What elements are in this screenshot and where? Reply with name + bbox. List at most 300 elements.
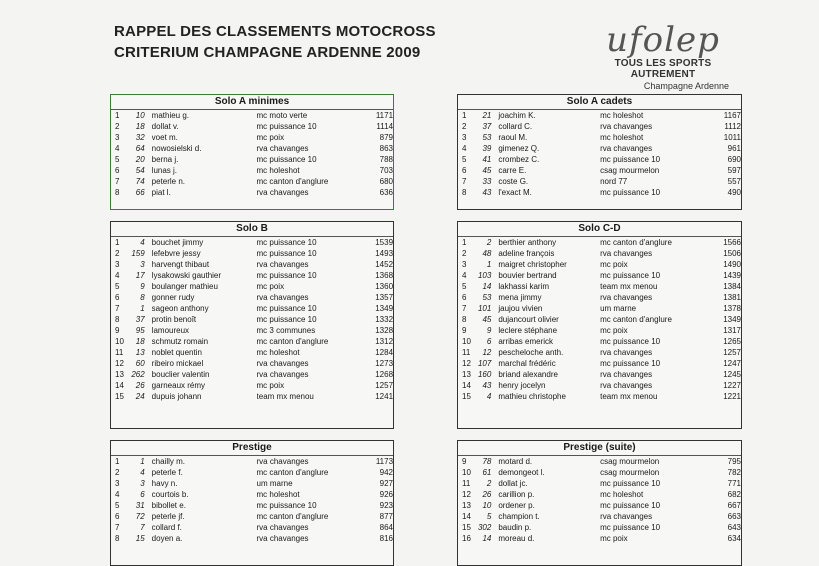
- rider-name-cell: bibollet e.: [151, 501, 186, 510]
- table-row: [111, 358, 393, 369]
- points-cell: 634: [727, 534, 741, 543]
- club-cell: csag mourmelon: [600, 166, 660, 175]
- club-cell: mc moto verte: [256, 111, 308, 120]
- rider-name-cell: sageon anthony: [151, 304, 209, 313]
- club-cell: mc canton d'anglure: [256, 337, 329, 346]
- club-cell: rva chavanges: [256, 144, 309, 153]
- rider-name-cell: doyen a.: [151, 534, 183, 543]
- bib-number-cell: 39: [482, 144, 492, 153]
- club-cell: mc puissance 10: [600, 479, 661, 488]
- points-cell: 877: [379, 512, 394, 521]
- table-row: [111, 154, 393, 165]
- club-cell: mc poix: [600, 326, 628, 335]
- club-cell: mc holeshot: [600, 490, 644, 499]
- rider-name-cell: baudin p.: [498, 523, 532, 532]
- rank-cell: 4: [115, 490, 120, 499]
- points-cell: 597: [727, 166, 741, 175]
- rider-name-cell: schmutz romain: [151, 337, 209, 346]
- table-solo-a-cadets: [457, 94, 742, 210]
- rank-cell: 9: [462, 457, 467, 466]
- bib-number-cell: 159: [131, 249, 145, 258]
- page-title-line1: RAPPEL DES CLASSEMENTS MOTOCROSS: [114, 23, 436, 40]
- rank-cell: 6: [462, 293, 467, 302]
- bib-number-cell: 64: [135, 144, 145, 153]
- rider-name-cell: briand alexandre: [498, 370, 558, 379]
- points-cell: 1349: [375, 304, 394, 313]
- points-cell: 1332: [375, 315, 394, 324]
- rider-name-cell: l'exact M.: [498, 188, 532, 197]
- table-row: [111, 237, 393, 248]
- rider-name-cell: champion t.: [498, 512, 540, 521]
- rider-name-cell: carillion p.: [498, 490, 535, 499]
- rank-cell: 2: [462, 249, 467, 258]
- bib-number-cell: 66: [135, 188, 145, 197]
- rider-name-cell: voet m.: [151, 133, 178, 142]
- bib-number-cell: 31: [135, 501, 145, 510]
- table-row: [458, 270, 741, 281]
- table-row: [458, 187, 741, 198]
- rider-name-cell: henry jocelyn: [498, 381, 546, 390]
- points-cell: 923: [379, 501, 394, 510]
- rank-cell: 8: [462, 188, 467, 197]
- points-cell: 926: [379, 490, 394, 499]
- table-row: [111, 110, 393, 121]
- points-cell: 1493: [375, 249, 394, 258]
- rider-name-cell: dollat v.: [151, 122, 179, 131]
- club-cell: mc puissance 10: [256, 271, 317, 280]
- rank-cell: 1: [462, 238, 467, 247]
- points-cell: 1357: [375, 293, 394, 302]
- club-cell: mc puissance 10: [600, 337, 661, 346]
- ufolep-logo: [583, 20, 743, 91]
- rank-cell: 1: [115, 238, 120, 247]
- points-cell: 816: [379, 534, 394, 543]
- bib-number-cell: 37: [482, 122, 492, 131]
- rider-name-cell: harvengt thibaut: [151, 260, 210, 269]
- rider-name-cell: lakhassi karim: [498, 282, 550, 291]
- club-cell: mc poix: [600, 260, 628, 269]
- bib-number-cell: 9: [140, 282, 145, 291]
- bib-number-cell: 160: [477, 370, 492, 379]
- table-row: [111, 380, 393, 391]
- rider-name-cell: lamoureux: [151, 326, 190, 335]
- bib-number-cell: 60: [135, 359, 145, 368]
- rank-cell: 11: [462, 348, 471, 357]
- rank-cell: 6: [115, 166, 120, 175]
- bib-number-cell: 20: [135, 155, 145, 164]
- table-row: [111, 489, 393, 500]
- points-cell: 1173: [375, 457, 394, 466]
- club-cell: um marne: [256, 479, 293, 488]
- club-cell: mc 3 communes: [256, 326, 316, 335]
- table-solo-c-d: [457, 221, 742, 429]
- table-row: [111, 248, 393, 259]
- rank-cell: 8: [115, 315, 120, 324]
- points-cell: 879: [379, 133, 394, 142]
- points-cell: 1247: [723, 359, 741, 368]
- club-cell: csag mourmelon: [600, 457, 660, 466]
- points-cell: 1452: [375, 260, 394, 269]
- points-cell: 863: [379, 144, 394, 153]
- club-cell: rva chavanges: [600, 348, 653, 357]
- table-row: [111, 292, 393, 303]
- club-cell: rva chavanges: [256, 370, 309, 379]
- rider-name-cell: mathieu g.: [151, 111, 190, 120]
- points-cell: 1368: [375, 271, 394, 280]
- points-cell: 680: [379, 177, 394, 186]
- rank-cell: 9: [462, 326, 467, 335]
- bib-number-cell: 103: [477, 271, 492, 280]
- rank-cell: 1: [115, 457, 120, 466]
- bib-number-cell: 61: [482, 468, 492, 477]
- club-cell: csag mourmelon: [600, 468, 660, 477]
- rider-name-cell: crombez C.: [498, 155, 540, 164]
- table-row: [458, 467, 741, 478]
- rank-cell: 7: [115, 177, 120, 186]
- rider-name-cell: peterle n.: [151, 177, 186, 186]
- club-cell: nord 77: [600, 177, 628, 186]
- table-row: [111, 456, 393, 467]
- bib-number-cell: 6: [486, 337, 492, 346]
- rank-cell: 11: [115, 348, 124, 357]
- rider-name-cell: mena jimmy: [498, 293, 542, 302]
- points-cell: 1245: [723, 370, 741, 379]
- table-row: [111, 165, 393, 176]
- rider-name-cell: collard f.: [151, 523, 182, 532]
- club-cell: team mx menou: [600, 282, 658, 291]
- rank-cell: 4: [115, 144, 120, 153]
- bib-number-cell: 45: [482, 166, 492, 175]
- bib-number-cell: 74: [135, 177, 145, 186]
- points-cell: 771: [727, 479, 741, 488]
- logo-region: Champagne Ardenne: [643, 81, 729, 91]
- bib-number-cell: 101: [477, 304, 492, 313]
- table-row: [111, 511, 393, 522]
- bib-number-cell: 1: [140, 457, 145, 466]
- club-cell: mc holeshot: [256, 166, 300, 175]
- bib-number-cell: 15: [135, 534, 145, 543]
- bib-number-cell: 17: [135, 271, 145, 280]
- table-row: [458, 478, 741, 489]
- bib-number-cell: 45: [482, 315, 492, 324]
- table-prestige-suite: [457, 440, 742, 566]
- club-cell: mc puissance 10: [256, 249, 317, 258]
- rank-cell: 3: [115, 260, 120, 269]
- points-cell: 1171: [375, 111, 394, 120]
- bib-number-cell: 7: [140, 523, 145, 532]
- rank-cell: 14: [462, 381, 471, 390]
- rider-name-cell: courtois b.: [151, 490, 189, 499]
- rank-cell: 3: [115, 133, 120, 142]
- bib-number-cell: 4: [486, 392, 492, 401]
- points-cell: 636: [379, 188, 394, 197]
- rider-name-cell: ribeiro mickael: [151, 359, 204, 368]
- bib-number-cell: 14: [482, 282, 492, 291]
- rider-name-cell: havy n.: [151, 479, 178, 488]
- bib-number-cell: 43: [482, 381, 492, 390]
- rider-name-cell: gonner rudy: [151, 293, 195, 302]
- rider-name-cell: moreau d.: [498, 534, 535, 543]
- table-prestige: [110, 440, 394, 566]
- rank-cell: 1: [115, 111, 120, 120]
- rank-cell: 13: [462, 370, 471, 379]
- table-row: [458, 176, 741, 187]
- rank-cell: 4: [115, 271, 120, 280]
- club-cell: mc poix: [256, 133, 285, 142]
- club-cell: rva chavanges: [600, 122, 653, 131]
- table-title: Solo A cadets: [458, 95, 741, 110]
- bib-number-cell: 33: [482, 177, 492, 186]
- club-cell: mc holeshot: [600, 133, 644, 142]
- club-cell: rva chavanges: [600, 512, 653, 521]
- points-cell: 1257: [375, 381, 394, 390]
- bib-number-cell: 26: [135, 381, 145, 390]
- club-cell: rva chavanges: [256, 293, 309, 302]
- table-row: [458, 369, 741, 380]
- table-row: [458, 303, 741, 314]
- rider-name-cell: arribas emerick: [498, 337, 554, 346]
- club-cell: mc puissance 10: [256, 501, 317, 510]
- rank-cell: 8: [115, 534, 120, 543]
- table-row: [458, 456, 741, 467]
- rider-name-cell: berthier anthony: [498, 238, 557, 247]
- rank-cell: 9: [115, 326, 120, 335]
- table-title: Prestige: [111, 441, 393, 456]
- club-cell: team mx menou: [256, 392, 314, 401]
- bib-number-cell: 41: [482, 155, 492, 164]
- table-row: [111, 270, 393, 281]
- points-cell: 690: [727, 155, 741, 164]
- bib-number-cell: 1: [140, 304, 145, 313]
- table-row: [458, 237, 741, 248]
- table-row: [458, 522, 741, 533]
- rank-cell: 7: [115, 523, 120, 532]
- rank-cell: 12: [462, 490, 471, 499]
- points-cell: 961: [727, 144, 741, 153]
- rider-name-cell: dollat jc.: [498, 479, 528, 488]
- bib-number-cell: 13: [135, 348, 145, 357]
- table-row: [458, 358, 741, 369]
- rank-cell: 3: [462, 260, 467, 269]
- rank-cell: 5: [115, 501, 120, 510]
- rider-name-cell: berna j.: [151, 155, 179, 164]
- rank-cell: 7: [462, 177, 467, 186]
- points-cell: 1114: [376, 122, 394, 131]
- table-row: [111, 522, 393, 533]
- rank-cell: 3: [115, 479, 120, 488]
- rider-name-cell: bouchet jimmy: [151, 238, 204, 247]
- bib-number-cell: 95: [135, 326, 145, 335]
- club-cell: um marne: [600, 304, 637, 313]
- table-row: [111, 303, 393, 314]
- bib-number-cell: 2: [486, 479, 492, 488]
- rank-cell: 2: [115, 249, 120, 258]
- points-cell: 663: [727, 512, 741, 521]
- club-cell: mc puissance 10: [256, 238, 317, 247]
- points-cell: 1328: [375, 326, 394, 335]
- rider-name-cell: leclere stéphane: [498, 326, 558, 335]
- bib-number-cell: 48: [482, 249, 492, 258]
- club-cell: rva chavanges: [600, 293, 653, 302]
- points-cell: 1312: [375, 337, 394, 346]
- bib-number-cell: 18: [135, 122, 145, 131]
- table-row: [458, 143, 741, 154]
- rank-cell: 16: [462, 534, 471, 543]
- points-cell: 795: [727, 457, 741, 466]
- table-row: [111, 467, 393, 478]
- bib-number-cell: 78: [482, 457, 492, 466]
- rider-name-cell: noblet quentin: [151, 348, 202, 357]
- points-cell: 1378: [723, 304, 741, 313]
- table-title: Solo B: [111, 222, 393, 237]
- rank-cell: 2: [115, 468, 120, 477]
- club-cell: mc poix: [256, 381, 285, 390]
- rank-cell: 6: [115, 512, 120, 521]
- rider-name-cell: lunas j.: [151, 166, 178, 175]
- club-cell: mc poix: [600, 534, 628, 543]
- rank-cell: 13: [115, 370, 124, 379]
- table-row: [111, 478, 393, 489]
- rider-name-cell: chailly m.: [151, 457, 186, 466]
- table-row: [458, 325, 741, 336]
- table-row: [458, 489, 741, 500]
- club-cell: mc poix: [256, 282, 285, 291]
- rank-cell: 13: [462, 501, 471, 510]
- rider-name-cell: peterle f.: [151, 468, 183, 477]
- points-cell: 1257: [723, 348, 741, 357]
- table-row: [111, 176, 393, 187]
- rank-cell: 6: [115, 293, 120, 302]
- bib-number-cell: 10: [482, 501, 492, 510]
- bib-number-cell: 43: [482, 188, 492, 197]
- points-cell: 1284: [375, 348, 394, 357]
- table-row: [458, 511, 741, 522]
- table-row: [111, 187, 393, 198]
- rider-name-cell: dujancourt olivier: [498, 315, 559, 324]
- rider-name-cell: pescheloche anth.: [498, 348, 564, 357]
- club-cell: mc puissance 10: [600, 523, 661, 532]
- bib-number-cell: 4: [140, 468, 145, 477]
- table-row: [111, 347, 393, 358]
- page-title-line2: CRITERIUM CHAMPAGNE ARDENNE 2009: [114, 44, 421, 61]
- club-cell: mc puissance 10: [600, 271, 661, 280]
- table-row: [458, 533, 741, 544]
- rider-name-cell: gimenez Q.: [498, 144, 540, 153]
- table-row: [458, 347, 741, 358]
- table-row: [458, 380, 741, 391]
- rank-cell: 15: [462, 392, 471, 401]
- table-row: [458, 165, 741, 176]
- rider-name-cell: jaujou vivien: [498, 304, 543, 313]
- rank-cell: 12: [462, 359, 471, 368]
- points-cell: 1349: [723, 315, 741, 324]
- club-cell: mc puissance 10: [256, 122, 317, 131]
- rank-cell: 1: [462, 111, 467, 120]
- table-row: [458, 391, 741, 402]
- rank-cell: 12: [115, 359, 124, 368]
- rank-cell: 5: [115, 155, 120, 164]
- bib-number-cell: 53: [482, 133, 492, 142]
- rider-name-cell: piat l.: [151, 188, 171, 197]
- points-cell: 1384: [723, 282, 741, 291]
- club-cell: mc puissance 10: [600, 359, 661, 368]
- rank-cell: 8: [115, 188, 120, 197]
- rank-cell: 10: [115, 337, 124, 346]
- club-cell: rva chavanges: [256, 523, 309, 532]
- points-cell: 1268: [375, 370, 394, 379]
- table-row: [111, 369, 393, 380]
- points-cell: 667: [727, 501, 741, 510]
- club-cell: mc canton d'anglure: [256, 468, 329, 477]
- table-row: [458, 314, 741, 325]
- rank-cell: 5: [462, 155, 467, 164]
- points-cell: 788: [379, 155, 394, 164]
- club-cell: mc canton d'anglure: [256, 177, 329, 186]
- points-cell: 864: [379, 523, 394, 532]
- rank-cell: 11: [462, 479, 471, 488]
- table-row: [458, 154, 741, 165]
- bib-number-cell: 10: [135, 111, 145, 120]
- bib-number-cell: 14: [482, 534, 492, 543]
- table-row: [111, 500, 393, 511]
- club-cell: mc holeshot: [600, 111, 644, 120]
- rank-cell: 10: [462, 337, 471, 346]
- logo-tagline: TOUS LES SPORTS AUTREMENT: [614, 58, 712, 80]
- bib-number-cell: 6: [140, 490, 145, 499]
- points-cell: 1566: [723, 238, 741, 247]
- rider-name-cell: nowosielski d.: [151, 144, 202, 153]
- bib-number-cell: 5: [486, 512, 492, 521]
- bib-number-cell: 9: [486, 326, 492, 335]
- rank-cell: 6: [462, 166, 467, 175]
- table-row: [458, 121, 741, 132]
- table-row: [458, 500, 741, 511]
- table-row: [458, 248, 741, 259]
- points-cell: 1381: [723, 293, 741, 302]
- club-cell: rva chavanges: [256, 260, 309, 269]
- points-cell: 557: [727, 177, 741, 186]
- club-cell: rva chavanges: [256, 188, 309, 197]
- rider-name-cell: raoul M.: [498, 133, 528, 142]
- points-cell: 1439: [723, 271, 741, 280]
- rank-cell: 7: [115, 304, 120, 313]
- club-cell: mc holeshot: [256, 348, 300, 357]
- bib-number-cell: 21: [482, 111, 492, 120]
- rank-cell: 15: [115, 392, 124, 401]
- points-cell: 1539: [375, 238, 394, 247]
- club-cell: rva chavanges: [600, 249, 653, 258]
- club-cell: mc puissance 10: [600, 188, 661, 197]
- rank-cell: 15: [462, 523, 471, 532]
- club-cell: mc puissance 10: [600, 155, 661, 164]
- table-row: [458, 259, 741, 270]
- rank-cell: 2: [462, 122, 467, 131]
- table-row: [111, 533, 393, 544]
- points-cell: 1265: [723, 337, 741, 346]
- rider-name-cell: collard C.: [498, 122, 533, 131]
- points-cell: 927: [379, 479, 394, 488]
- bib-number-cell: 37: [135, 315, 145, 324]
- rider-name-cell: coste G.: [498, 177, 529, 186]
- rank-cell: 5: [115, 282, 120, 291]
- table-solo-a-minimes: [110, 94, 394, 210]
- rider-name-cell: joachim K.: [498, 111, 536, 120]
- points-cell: 1227: [723, 381, 741, 390]
- table-row: [111, 391, 393, 402]
- points-cell: 1167: [723, 111, 741, 120]
- rider-name-cell: lefebvre jessy: [151, 249, 201, 258]
- table-row: [458, 336, 741, 347]
